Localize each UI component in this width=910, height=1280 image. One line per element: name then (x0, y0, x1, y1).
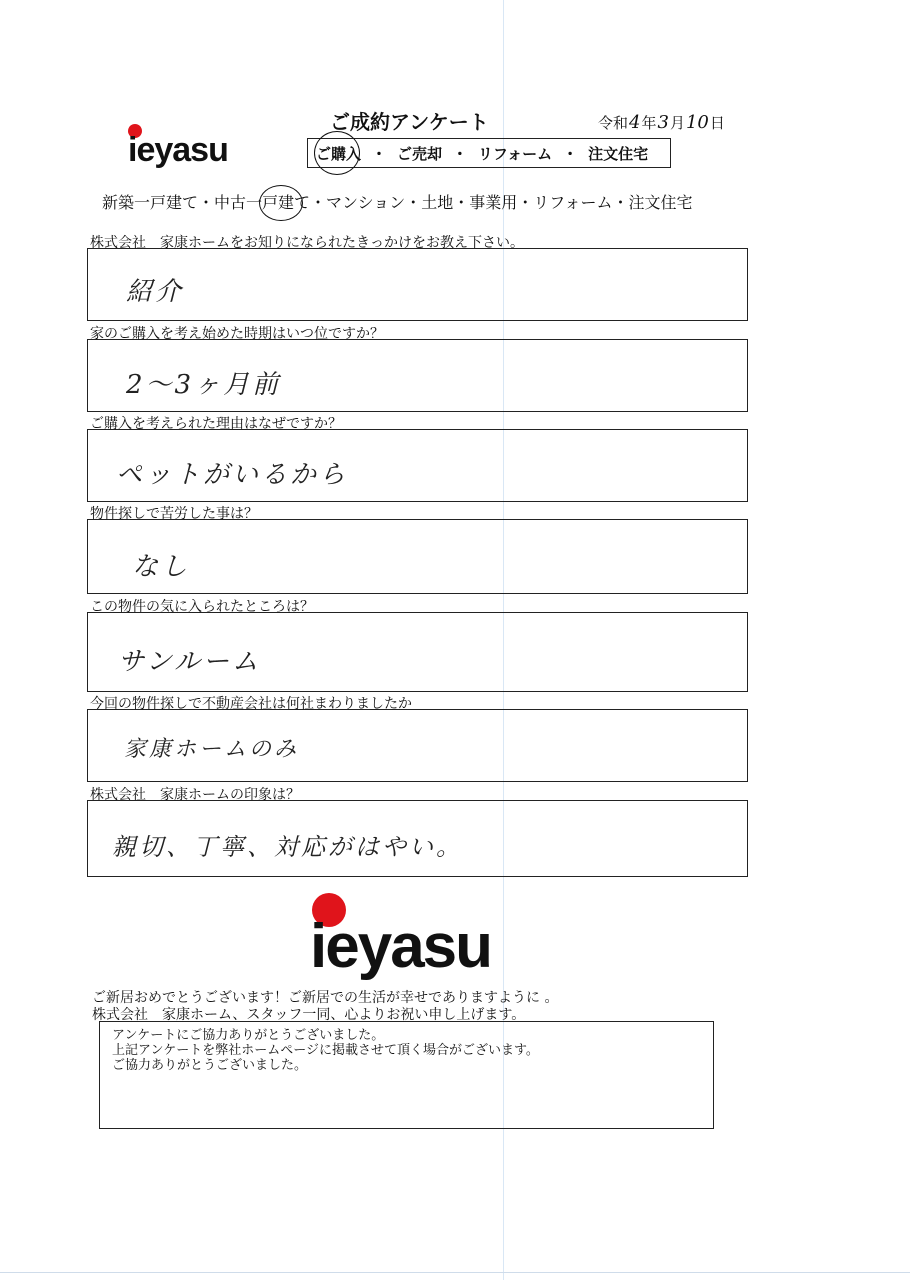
answer-3: ペットがいるから (116, 460, 349, 490)
scan-bottom-rule (0, 1272, 910, 1273)
company-logo-small (128, 120, 248, 168)
logo-text: ieyasu (128, 131, 228, 169)
question-4: 物件探しで苦労した事は？ (90, 506, 258, 522)
transaction-separator: ・ (562, 144, 578, 163)
notice-line-1: アンケートにご協力ありがとうございました。 (112, 1028, 385, 1043)
answer-box-5 (87, 612, 748, 692)
logo-text: ieyasu (310, 912, 492, 981)
date-month-unit: 月 (669, 114, 685, 132)
date-month: 3 (657, 112, 669, 133)
survey-date (598, 112, 725, 133)
transaction-option-reform: リフォーム (477, 144, 553, 163)
congrats-message: ご新居おめでとうございます！ご新居での生活が幸せでありますように 。 (92, 990, 559, 1006)
question-5: この物件の気に入られたところは？ (90, 599, 314, 615)
answer-box-2 (87, 339, 748, 412)
date-year-unit: 年 (641, 114, 657, 132)
property-type-list: 新築一戸建て・中古一戸建て・マンション・土地・事業用・リフォーム・注文住宅 (102, 193, 693, 212)
transaction-type-box (307, 138, 671, 168)
answer-box-7 (87, 800, 748, 877)
question-3: ご購入を考えられた理由はなぜですか？ (90, 416, 342, 432)
survey-title: ご成約アンケート (330, 110, 489, 134)
company-logo-large (308, 890, 518, 980)
answer-box-4 (87, 519, 748, 594)
answer-1: 紹介 (126, 277, 185, 307)
selected-transaction-circle (314, 131, 360, 175)
transaction-option-custom-home: 注文住宅 (588, 144, 649, 163)
date-era: 令和 (598, 114, 629, 132)
answer-7: 親切、丁寧、対応がはやい。 (112, 833, 463, 861)
notice-line-3: ご協力ありがとうございました。 (112, 1058, 308, 1073)
notice-line-2: 上記アンケートを弊社ホームページに掲載させて頂く場合がございます。 (112, 1043, 539, 1058)
notice-box (99, 1021, 714, 1129)
selected-property-circle (259, 185, 303, 221)
answer-box-3 (87, 429, 748, 502)
transaction-separator: ・ (371, 144, 387, 163)
staff-message: 株式会社 家康ホーム、スタッフ一同、心よりお祝い申し上げます。 (92, 1007, 526, 1023)
transaction-option-purchase: ご購入 (316, 144, 362, 163)
date-year: 4 (629, 112, 641, 133)
answer-5: サンルーム (118, 647, 262, 677)
question-2: 家のご購入を考え始めた時期はいつ位ですか？ (90, 326, 384, 342)
answer-2: 2～3ヶ月前 (126, 370, 282, 400)
question-1: 株式会社 家康ホームをお知りになられたきっかけをお教え下さい。 (90, 235, 524, 251)
answer-box-1 (87, 248, 748, 321)
answer-6: 家康ホームのみ (124, 737, 300, 762)
answer-box-6 (87, 709, 748, 782)
question-6: 今回の物件探しで不動産会社は何社まわりましたか (90, 696, 412, 712)
answer-4: なし (132, 552, 191, 582)
transaction-option-sale: ご売却 (396, 144, 442, 163)
question-7: 株式会社 家康ホームの印象は？ (90, 787, 300, 803)
transaction-separator: ・ (452, 144, 468, 163)
date-day: 10 (685, 112, 709, 133)
date-day-unit: 日 (709, 114, 725, 132)
